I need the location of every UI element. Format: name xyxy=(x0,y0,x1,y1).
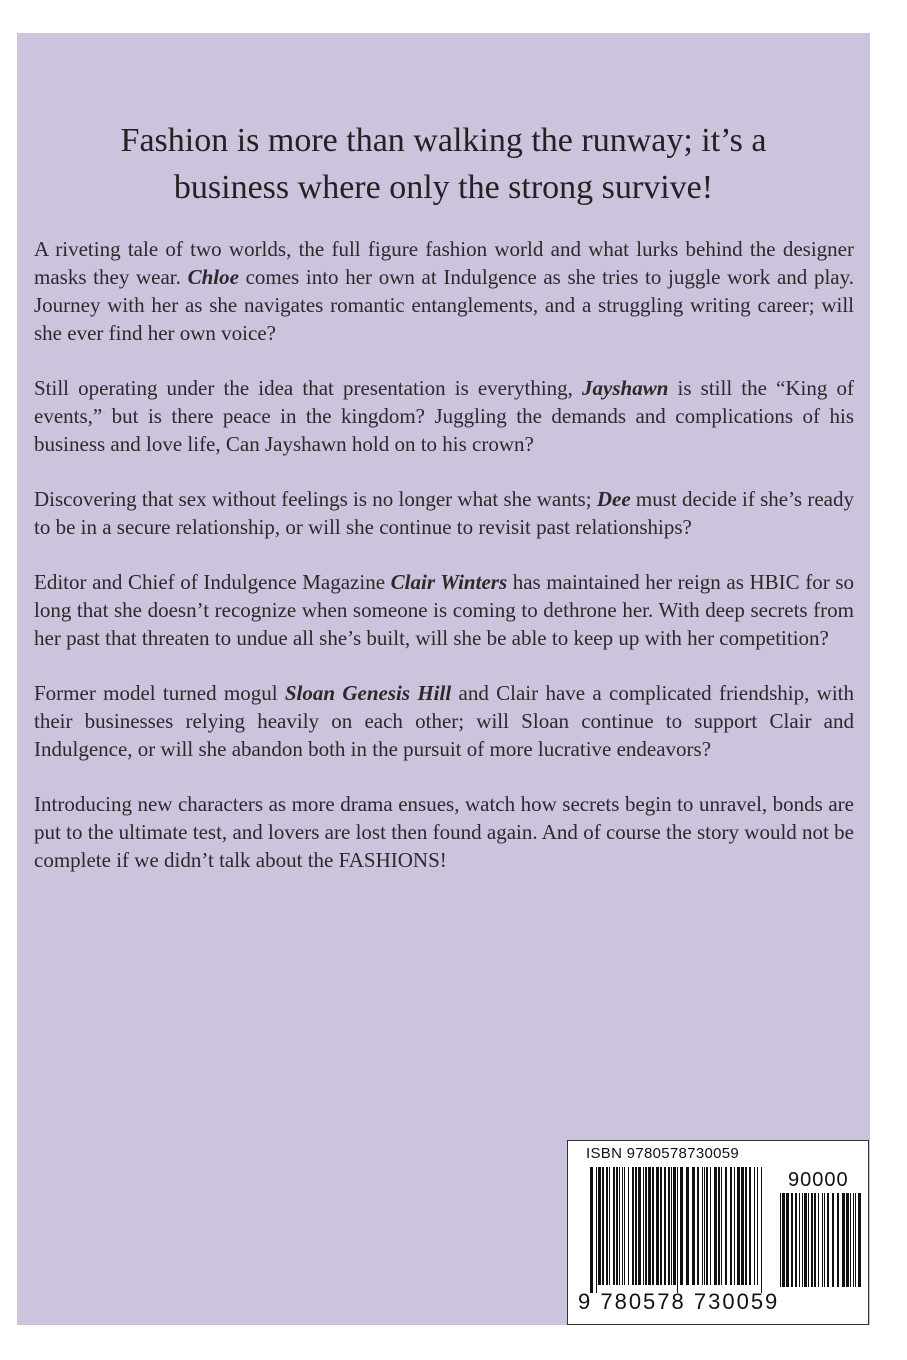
back-cover xyxy=(17,33,870,1325)
paragraph-text: and Clair have a complicated friendship, with their businesses relying heavily on each other; will Sloan continue to support Clair and Indulgence, or will she abandon both in the pursuit of more lucrative endeavors? xyxy=(34,681,854,761)
paragraph-text: A riveting tale of two worlds, the full figure fashion world and what lurks behind the designer masks they wear. xyxy=(34,237,854,289)
paragraph-text: Editor and Chief of Indulgence Magazine xyxy=(34,570,391,594)
paragraph-text: must decide if she’s ready to be in a secure relationship, or will she continue to revisit past relationships? xyxy=(34,487,854,539)
synopsis-paragraph xyxy=(34,679,854,763)
paragraph-text: Discovering that sex without feelings is no longer what she wants; xyxy=(34,487,597,511)
synopsis xyxy=(34,235,854,901)
synopsis-paragraph xyxy=(34,568,854,652)
paragraph-text: is still the “King of events,” but is there peace in the kingdom? Juggling the demands and complications of his business and love life, Can Jayshawn hold on to his crown? xyxy=(34,376,854,456)
character-name: Clair Winters xyxy=(390,570,508,594)
isbn-label: ISBN 9780578730059 xyxy=(586,1145,740,1162)
synopsis-paragraph xyxy=(34,374,854,458)
synopsis-paragraph xyxy=(34,485,854,541)
paragraph-text: Still operating under the idea that presentation is everything, xyxy=(34,376,583,400)
tagline-line-2: business where only the strong survive! xyxy=(173,169,714,206)
tagline-headline xyxy=(17,117,870,211)
paragraph-text: comes into her own at Indulgence as she tries to juggle work and play. Journey with her as she navigates romantic entanglements, and a struggling writing career; will she ever find her own voice? xyxy=(34,265,855,345)
isbn-barcode xyxy=(567,1140,869,1325)
character-name: Dee xyxy=(596,487,631,511)
character-name: Jayshawn xyxy=(582,376,669,400)
paragraph-text: Former model turned mogul xyxy=(34,681,285,705)
addon-digits: 90000 xyxy=(788,1169,849,1191)
synopsis-paragraph xyxy=(34,235,854,347)
character-name: Sloan Genesis Hill xyxy=(284,681,452,705)
ean-digits: 9 780578 730059 xyxy=(578,1289,780,1314)
paragraph-text: Introducing new characters as more drama ensues, watch how secrets begin to unravel, bonds are put to the ultimate test, and lovers are lost then found again. And of course the story would not be complete if we didn’t talk about the FASHIONS! xyxy=(34,792,854,872)
tagline-line-1: Fashion is more than walking the runway; it’s a xyxy=(120,122,767,159)
character-name: Chloe xyxy=(187,265,239,289)
paragraph-text: has maintained her reign as HBIC for so long that she doesn’t recognize when someone is coming to dethrone her. With deep secrets from her past that threaten to undue all she’s built, will she be able to keep up with her competition? xyxy=(34,570,854,650)
synopsis-paragraph xyxy=(34,790,854,874)
